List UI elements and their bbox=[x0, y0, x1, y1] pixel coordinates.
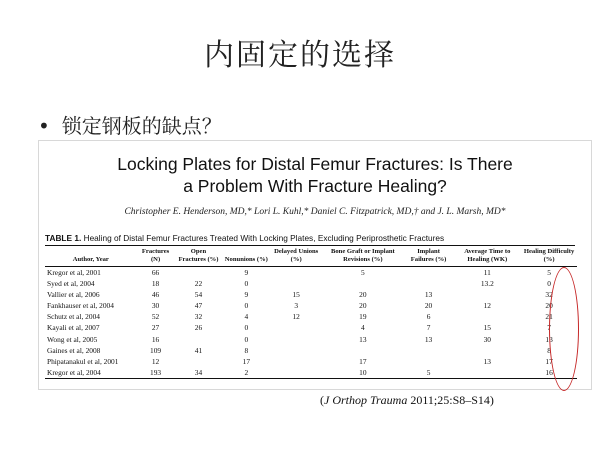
cell-bonegraft: 4 bbox=[361, 323, 365, 333]
cell-difficulty: 20 bbox=[545, 301, 553, 311]
cell-nonunions: 9 bbox=[244, 268, 249, 277]
cell-fractures: 52 bbox=[151, 312, 160, 322]
cell-open: 22 bbox=[194, 279, 203, 289]
cell-nonunions: 0 bbox=[244, 279, 249, 289]
cell-implant: 6 bbox=[426, 312, 431, 322]
cell-avgtime: 13.2 bbox=[480, 279, 494, 289]
cell-author: Syed et al, 2004 bbox=[47, 279, 95, 289]
cell-fractures: 30 bbox=[151, 301, 160, 311]
cell-bonegraft: 10 bbox=[322, 367, 404, 379]
cell-nonunions: 4 bbox=[244, 312, 249, 322]
cell-delayed bbox=[270, 267, 322, 279]
cell-avgtime bbox=[453, 345, 521, 356]
cell-delayed bbox=[270, 356, 322, 367]
cell-implant bbox=[404, 356, 454, 367]
cell-implant: 13 bbox=[424, 290, 433, 300]
cell-avgtime: 30 bbox=[483, 334, 491, 344]
table-row bbox=[45, 267, 577, 279]
table-row bbox=[45, 345, 577, 356]
paper-title bbox=[39, 153, 591, 197]
cell-open: 26 bbox=[194, 323, 203, 333]
cell-bonegraft: 17 bbox=[359, 356, 367, 366]
col-avgtime: Average Time to Healing (WK) bbox=[453, 247, 521, 267]
cell-bonegraft bbox=[322, 278, 404, 289]
cell-author: Kregor et al, 2004 bbox=[45, 367, 137, 379]
cell-open: 47 bbox=[194, 301, 203, 311]
cell-open: 41 bbox=[194, 345, 203, 355]
cell-author: Schutz et al, 2004 bbox=[47, 312, 100, 322]
cell-author: Phipatanakul et al, 2001 bbox=[47, 356, 119, 366]
cell-nonunions: 2 bbox=[222, 367, 270, 379]
table-row bbox=[45, 300, 577, 311]
cell-author: Fankhauser et al, 2004 bbox=[47, 301, 114, 311]
cell-delayed bbox=[270, 278, 322, 289]
cell-author: Gaines et al, 2008 bbox=[47, 345, 101, 355]
cell-open: 34 bbox=[175, 367, 223, 379]
journal-citation bbox=[320, 393, 494, 408]
cell-bonegraft: 13 bbox=[359, 334, 367, 344]
paper-authors: Christopher E. Henderson, MD,* Lori L. Kuhl,* Daniel C. Fitzpatrick, MD,† and J. L. Marsh, MD* bbox=[124, 207, 506, 217]
cell-implant: 5 bbox=[404, 367, 454, 379]
cell-open: 54 bbox=[194, 290, 203, 300]
table-row bbox=[45, 311, 577, 322]
cell-delayed bbox=[270, 334, 322, 345]
col-author: Author, Year bbox=[45, 247, 137, 267]
cell-author: Wong et al, 2005 bbox=[47, 334, 98, 344]
cell-implant: 7 bbox=[426, 323, 431, 333]
col-bonegraft: Bone Graft or Implant Revisions (%) bbox=[322, 247, 404, 267]
cell-bonegraft: 20 bbox=[359, 290, 367, 300]
cell-bonegraft bbox=[322, 345, 404, 356]
cell-delayed bbox=[270, 367, 322, 379]
cell-difficulty: 5 bbox=[547, 268, 551, 277]
cell-difficulty: 7 bbox=[547, 323, 551, 333]
cell-bonegraft: 19 bbox=[359, 312, 367, 322]
bullet-point bbox=[38, 110, 222, 139]
cell-avgtime bbox=[453, 367, 521, 379]
cell-fractures: 18 bbox=[151, 279, 160, 289]
cell-fractures: 12 bbox=[151, 356, 160, 366]
col-delayed: Delayed Unions (%) bbox=[270, 247, 322, 267]
col-fractures: Fractures (N) bbox=[137, 247, 175, 267]
cell-bonegraft: 5 bbox=[361, 268, 365, 277]
slide-title: 内固定的选择 bbox=[204, 38, 396, 73]
table-row bbox=[45, 278, 577, 289]
cell-nonunions: 0 bbox=[244, 334, 249, 344]
cell-difficulty: 8 bbox=[547, 345, 551, 355]
bullet-text: 锁定钢板的缺点？ bbox=[61, 114, 222, 138]
cell-difficulty: 13 bbox=[545, 334, 553, 344]
cell-difficulty: 16 bbox=[521, 367, 577, 379]
table-row bbox=[45, 322, 577, 333]
cell-implant bbox=[404, 267, 454, 279]
cell-implant: 20 bbox=[424, 301, 433, 311]
cell-avgtime: 15 bbox=[483, 323, 491, 333]
cell-delayed: 15 bbox=[292, 290, 300, 300]
table-header-row bbox=[45, 247, 577, 267]
cell-avgtime: 11 bbox=[483, 268, 491, 277]
cell-delayed: 3 bbox=[294, 301, 299, 311]
cell-avgtime: 12 bbox=[483, 301, 491, 311]
cell-difficulty: 17 bbox=[545, 356, 553, 366]
cell-implant bbox=[404, 278, 454, 289]
cell-open: 32 bbox=[194, 312, 203, 322]
cell-fractures: 46 bbox=[151, 290, 160, 300]
paper-title-line-2: a Problem With Fracture Healing? bbox=[183, 176, 447, 196]
col-open: Open Fractures (%) bbox=[175, 247, 223, 267]
cell-open bbox=[175, 334, 223, 345]
table-caption-prefix: TABLE 1. bbox=[45, 233, 82, 243]
cell-open bbox=[175, 356, 223, 367]
citation-journal: J Orthop Trauma bbox=[324, 393, 408, 407]
cell-author: Kregor et al, 2001 bbox=[47, 268, 101, 277]
col-nonunions: Nonunions (%) bbox=[222, 247, 270, 267]
cell-delayed bbox=[270, 322, 322, 333]
citation-ref: 2011;25:S8–S14) bbox=[407, 393, 494, 407]
col-implant: Implant Failures (%) bbox=[404, 247, 454, 267]
cell-fractures: 16 bbox=[151, 334, 160, 344]
cell-nonunions: 0 bbox=[244, 323, 249, 333]
difficulty-highlight-oval bbox=[549, 267, 579, 391]
cell-open bbox=[175, 267, 223, 279]
cell-nonunions: 17 bbox=[242, 356, 251, 366]
cell-implant bbox=[404, 345, 454, 356]
cell-bonegraft: 20 bbox=[359, 301, 367, 311]
cell-fractures: 109 bbox=[150, 345, 162, 355]
cell-avgtime bbox=[453, 311, 521, 322]
table-caption-text: Healing of Distal Femur Fractures Treated With Locking Plates, Excluding Periprosthetic Fractures bbox=[81, 233, 445, 243]
cell-nonunions: 9 bbox=[244, 290, 249, 300]
table-row bbox=[45, 334, 577, 345]
col-difficulty: Healing Difficulty (%) bbox=[521, 247, 577, 267]
cell-delayed: 12 bbox=[292, 312, 300, 322]
citation-open: ( bbox=[320, 393, 324, 407]
cell-difficulty: 21 bbox=[545, 312, 553, 322]
bullet-dot: • bbox=[38, 114, 50, 138]
cell-implant: 13 bbox=[424, 334, 433, 344]
paper-excerpt bbox=[38, 140, 592, 390]
cell-avgtime bbox=[453, 289, 521, 300]
cell-author: Vallier et al, 2006 bbox=[47, 290, 100, 300]
table-caption bbox=[45, 233, 575, 246]
healing-table bbox=[45, 247, 577, 379]
cell-difficulty: 32 bbox=[545, 290, 553, 300]
table-row bbox=[45, 289, 577, 300]
cell-author: Kayali et al, 2007 bbox=[47, 323, 100, 333]
cell-fractures: 66 bbox=[151, 268, 160, 277]
cell-difficulty: 0 bbox=[547, 279, 551, 289]
cell-fractures: 27 bbox=[151, 323, 160, 333]
cell-avgtime: 13 bbox=[483, 356, 491, 366]
cell-delayed bbox=[270, 345, 322, 356]
paper-title-line-1: Locking Plates for Distal Femur Fractures: Is There bbox=[117, 154, 513, 174]
table-row bbox=[45, 356, 577, 367]
cell-nonunions: 8 bbox=[244, 345, 249, 355]
table-row bbox=[45, 367, 577, 379]
cell-nonunions: 0 bbox=[244, 301, 249, 311]
cell-fractures: 193 bbox=[137, 367, 175, 379]
